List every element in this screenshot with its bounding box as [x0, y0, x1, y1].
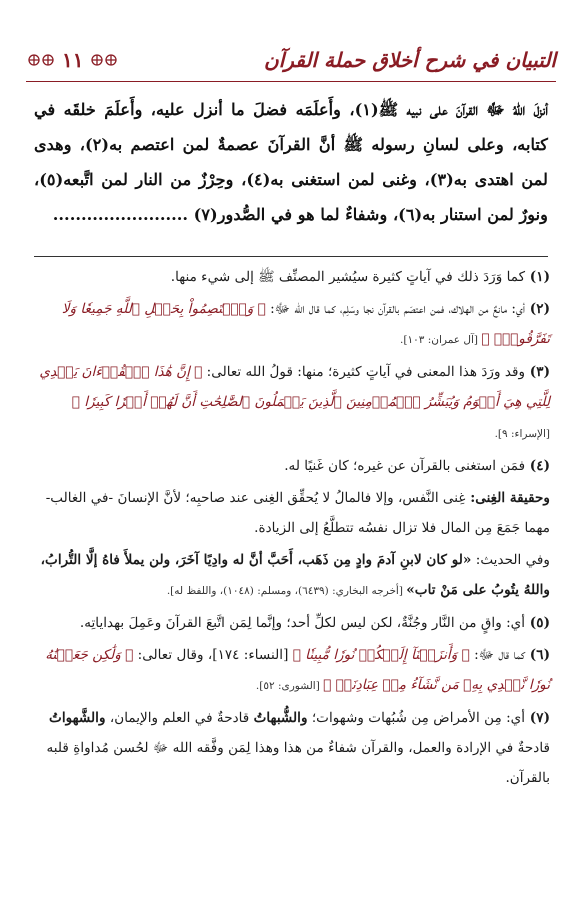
footnote-number: (٢): [525, 301, 550, 317]
footnote-text: كما قال ﷻ:: [469, 647, 526, 663]
main-text: [34, 92, 548, 232]
footnote-text: أي: مانعٌ من الهلاك، فمن اعتصَم بالقرآن نجا وسَلِم، كما قال الله ﷻ:: [265, 301, 526, 317]
citation: [الشورى: ٥٢].: [255, 680, 324, 692]
citation: [أخرجه البخاري: (٦٤٣٩)، ومسلم: (١٠٤٨)، واللفظ له].: [166, 585, 407, 597]
footnote: [30, 262, 550, 292]
footnote: [30, 451, 550, 481]
footnote: [30, 483, 550, 543]
footnote: [30, 703, 550, 793]
footnotes: [30, 262, 550, 795]
footnote: [30, 357, 550, 449]
footnote-text: [النساء: ١٧٤]، وقال تعالى:: [133, 647, 293, 663]
page-number: ١١: [62, 47, 84, 72]
footnote-text: «لو كان لابنِ آدمَ وادٍ مِن ذَهَب، أَحَبَّ أنَّ له وادِيًا آخَرَ، ولن يملأَ فاهُ إلَّا التُّرابُ، واللهُ يتُوبُ على مَنْ تاب»: [40, 552, 550, 598]
footnote-divider: [34, 256, 548, 257]
footnote-number: (٥): [525, 615, 550, 631]
quran-verse: ﴿ إِنَّ هَٰذَا ٱلۡقُرۡءَانَ يَهۡدِي لِلَّتِي هِيَ أَقۡوَمُ وَيُبَشِّرُ ٱلۡمُؤۡمِنِينَ ٱلَّذِينَ يَعۡمَلُونَ ٱلصَّٰلِحَٰتِ أَنَّ لَهُمۡ أَجۡرٗا كَبِيرٗا ﴾: [39, 364, 550, 410]
ornament-icon: [26, 50, 56, 70]
footnote-text: والشَّهواتُ: [49, 710, 106, 726]
footnote-text: قادحةٌ في العلم والإيمان،: [105, 710, 254, 726]
footnote-text: غِنى النَّفس، وإلا فالمالُ لا يُحقِّق الغِنى عند صاحبِه؛ لأنَّ الإنسانَ -في الغالب- مهما جَمَعَ مِن المال فلا تزال نفسُه تتطلَّعُ إلى الزيادة.: [45, 490, 550, 536]
footnote-text: أي: واقٍ من النَّار وجُنَّةٌ، لكن ليس لكلِّ أحد؛ وإنَّما لِمَن اتَّبعَ القرآنَ وعَمِلَ بهداياتِه.: [79, 615, 526, 631]
page-header: [26, 38, 556, 82]
footnote: [30, 640, 550, 701]
quran-verse: ﴿ وَأَنزَلۡنَآ إِلَيۡكُمۡ نُورٗا مُّبِينٗا ﴾: [292, 647, 470, 663]
footnote-number: (٣): [525, 364, 550, 380]
main-paragraph: أنزلَ اللهُ ﷻ القرآنَ على نبيه ﷺ(١)، وأَعلَمَه فضلَ ما أنزل عليه، وأَعلَمَ خلقَه في كتابه، وعلى لسانِ رسوله ﷺ أنَّ القرآنَ عصمةٌ لمن اعتصم به(٢)، وهدى لمن اهتدى به(٣)، وغنى لمن استغنى به(٤)، وحِرْزٌ من النار لمن اتَّبعه(٥)، ونورٌ لمن استنار به(٦)، وشفاءٌ لما هو في الصُّدور(٧) ........................: [34, 100, 549, 224]
footnote-text: فمَن استغنى بالقرآن عن غيره؛ كان غَنيًا له.: [284, 458, 526, 474]
book-title: التبيان في شرح أخلاق حملة القرآن: [264, 47, 556, 72]
footnote-text: وحقيقة الغِنى:: [465, 490, 550, 506]
footnote: [30, 294, 550, 355]
footnote-text: وقد ورَدَ هذا المعنى في آياتٍ كثيرة؛ منها: قولُ الله تعالى:: [202, 364, 526, 380]
footnote-text: والشُّبهاتُ: [253, 710, 308, 726]
citation: [الإسراء: ٩].: [494, 428, 550, 440]
page-number-group: [26, 48, 119, 72]
footnote-number: (٧): [525, 710, 550, 726]
footnote-text: قادحةٌ في الإرادة والعمل، والقرآن شفاءٌ من هذا وهذا لِمَن وفَّقه الله ﷻ لحُسن مُداواةِ قلبه بالقرآن.: [46, 740, 550, 786]
footnote-text: أي: مِن الأمراض مِن شُبُهات وشهوات؛: [307, 710, 526, 726]
footnote-number: (٤): [525, 458, 550, 474]
footnote: [30, 545, 550, 606]
footnote-text: وفي الحديث:: [471, 552, 550, 568]
quran-verse: ﴿ وَٱعۡتَصِمُواْ بِحَبۡلِ ٱللَّهِ جَمِيعٗا وَلَا تَفَرَّقُواْۚ ﴾: [61, 301, 550, 347]
footnote-number: (٦): [525, 647, 550, 663]
citation: [آل عمران: ١٠٣].: [400, 334, 482, 346]
footnote-number: (١): [525, 269, 550, 285]
quran-verse: ﴿ وَلَٰكِن جَعَلۡنَٰهُ نُورٗا نَّهۡدِي بِهِۦ مَن نَّشَآءُ مِنۡ عِبَادِنَاۚ ﴾: [45, 647, 550, 693]
footnote-text: كما وَرَدَ ذلك في آياتٍ كثيرة سيُشير المصنِّف ﷺ إلى شيء منها.: [170, 269, 526, 285]
footnote: [30, 608, 550, 638]
ornament-icon: [89, 50, 119, 70]
